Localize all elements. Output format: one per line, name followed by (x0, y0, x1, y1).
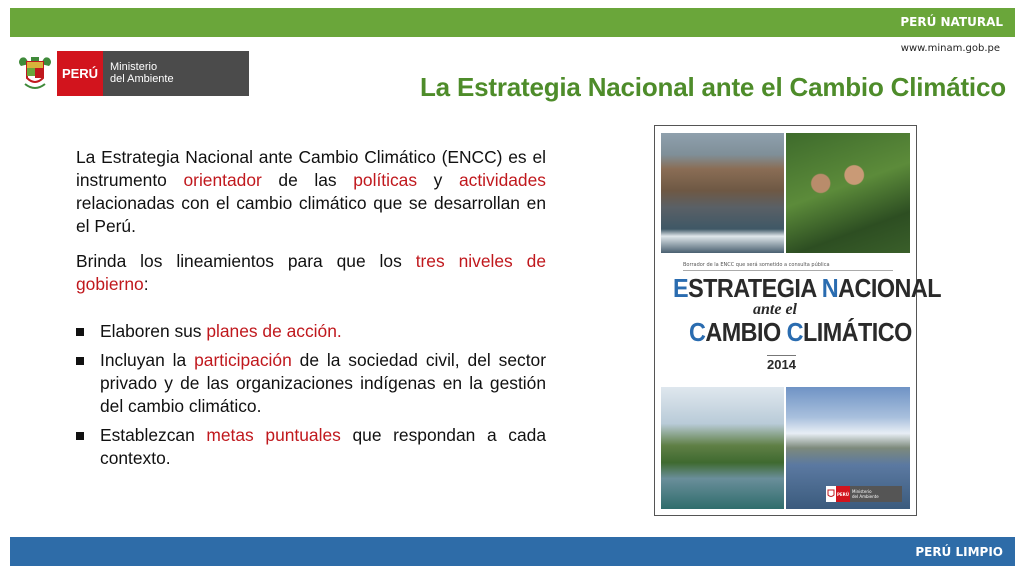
page-title: La Estrategia Nacional ante el Cambio Climático (420, 72, 1006, 102)
banner-label-peru-limpio: PERÚ LIMPIO (915, 545, 1003, 559)
list-item (76, 320, 546, 343)
p1-text-a: La Estrategia Nacional ante Cambio Climático (ENCC) es el instrumento (76, 147, 546, 190)
cover-title-line1 (673, 273, 941, 304)
coastline-photo (661, 133, 784, 253)
cover-title-accent-letter: E (673, 273, 689, 303)
logo-ministry-line1: Ministerio (110, 61, 158, 73)
cover-title-text: LIMÁTICO (803, 317, 912, 347)
bullet-highlight: metas puntuales (206, 425, 341, 445)
cover-page (661, 133, 941, 509)
bullet-text: Elaboren sus (100, 321, 207, 341)
p1-text-b: de las (261, 170, 354, 190)
list-item (76, 424, 546, 470)
p1-text-c: y (417, 170, 459, 190)
ministry-logo (15, 51, 249, 96)
bullet-text: Incluyan la (100, 350, 195, 370)
logo-ministry-line2: del Ambiente (110, 73, 174, 85)
p1-highlight-orientador: orientador (183, 170, 262, 190)
logo-ministry-name (103, 51, 249, 96)
p1-text-d: relacionadas con el cambio climático que se desarrollan en el Perú. (76, 193, 546, 236)
cover-logo-country: PERÚ (836, 486, 850, 502)
cover-title-accent-letter: C (689, 317, 706, 347)
cover-title-line3 (689, 317, 912, 348)
peru-coat-of-arms-icon (826, 486, 836, 502)
p1-highlight-politicas: políticas (353, 170, 418, 190)
paragraph-lineamientos (76, 250, 546, 296)
slide-body (76, 146, 546, 476)
bullet-highlight: planes de acción. (206, 321, 342, 341)
cover-year: 2014 (767, 357, 796, 372)
p2-highlight-niveles: tres niveles de gobierno (76, 251, 546, 294)
logo-country: PERÚ (57, 51, 103, 96)
website-link[interactable]: www.minam.gob.pe (900, 43, 1000, 54)
list-item (76, 349, 546, 418)
cover-title-accent-letter: N (821, 273, 839, 303)
cover-title-text: AMBIO (705, 317, 787, 347)
bullet-text: que respondan a cada contexto. (100, 425, 546, 468)
bottom-banner (10, 537, 1015, 566)
p1-highlight-actividades: actividades (458, 170, 546, 190)
amazon-river-photo (661, 387, 784, 509)
cover-logo-ministry-line1: Ministerio (852, 489, 872, 494)
bullet-highlight: participación (194, 350, 292, 370)
cover-title-text: ACIONAL (838, 273, 941, 303)
cover-logo-ministry-line2: del Ambiente (852, 494, 879, 499)
p2-text-b: : (143, 274, 149, 294)
top-banner (10, 8, 1015, 37)
p2-text-a: Brinda los lineamientos para que los (76, 251, 416, 271)
cover-note: Borrador de la ENCC que será sometido a consulta pública (683, 262, 893, 271)
encc-cover-image (654, 125, 941, 516)
bullet-square-icon (76, 357, 84, 365)
cover-title-accent-letter: C (786, 317, 804, 347)
bullet-text: de la sociedad civil, del sector privado y de las organizaciones indígenas en la gestión del cambio climático. (100, 350, 546, 416)
peru-coat-of-arms-icon (15, 51, 55, 96)
farmers-photo (786, 133, 910, 253)
bullet-square-icon (76, 328, 84, 336)
cover-logo-ministry (850, 486, 902, 502)
cover-title-line2: ante el (753, 301, 797, 318)
bullet-list (76, 320, 546, 470)
paragraph-encc-definition (76, 146, 546, 238)
cover-ministry-logo (826, 486, 902, 502)
bullet-square-icon (76, 432, 84, 440)
bullet-text: Establezcan (100, 425, 207, 445)
banner-label-peru-natural: PERÚ NATURAL (900, 15, 1003, 29)
cover-title-text: STRATEGIA (688, 273, 822, 303)
